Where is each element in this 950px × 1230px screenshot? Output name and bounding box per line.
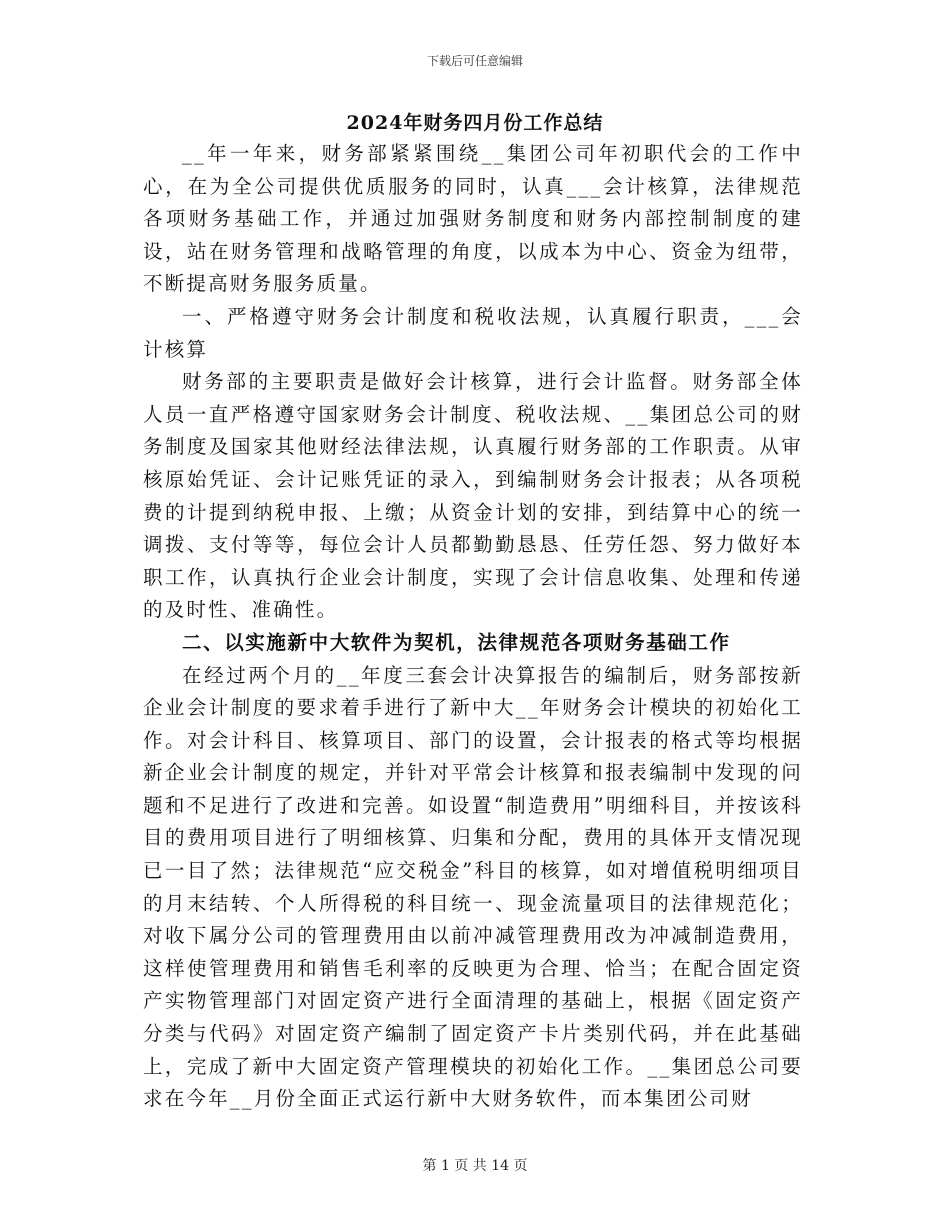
document-title: 2024年财务四月份工作总结 (346, 112, 604, 134)
paragraph-intro: __年一年来，财务部紧紧围绕__集团公司年初职代会的工作中心，在为全公司提供优质服务的同时，认真___会计核算，法律规范各项财务基础工作，并通过加强财务制度和财务内部控制制度的建设，站在财务管理和战略管理的角度，以成本为中心、资金为纽带，不断提高财务服务质量。 (143, 142, 803, 296)
section-heading-2: 二、以实施新中大软件为契机，法律规范各项财务基础工作 (182, 630, 731, 654)
header-note: 下载后可任意编辑 (426, 54, 523, 68)
paragraph-section-2: 在经过两个月的__年度三套会计决算报告的编制后，财务部按新企业会计制度的要求着手进行了新中大__年财务会计模块的初始化工作。对会计科目、核算项目、部门的设置，会计报表的格式等均根据新企业会计制度的规定，并针对平常会计核算和报表编制中发现的问题和不足进行了改进和完善。如设置“制造费用”明细科目，并按该科目的费用项目进行了明细核算、归集和分配，费用的具体开支情况现已一目了然；法律规范“应交税金”科目的核算，如对增值税明细项目的月末结转、个人所得税的科目统一、现金流量项目的法律规范化；对收下属分公司的管理费用由以前冲减管理费用改为冲减制造费用，这样使管理费用和销售毛利率的反映更为合理、恰当；在配合固定资产实物管理部门对固定资产进行全面清理的基础上，根据《固定资产分类与代码》对固定资产编制了固定资产卡片类别代码，并在此基础上，完成了新中大固定资产管理模块的初始化工作。__集团总公司要求在今年__月份全面正式运行新中大财务软件，而本集团公司财 (143, 663, 803, 1111)
paragraph-section-1: 财务部的主要职责是做好会计核算，进行会计监督。财务部全体人员一直严格遵守国家财务会计制度、税收法规、__集团总公司的财务制度及国家其他财经法律法规，认真履行财务部的工作职责。从审核原始凭证、会计记账凭证的录入，到编制财务会计报表；从各项税费的计提到纳税申报、上缴；从资金计划的安排，到结算中心的统一调拨、支付等等，每位会计人员都勤勤恳恳、任劳任怨、努力做好本职工作，认真执行企业会计制度，实现了会计信息收集、处理和传递的及时性、准确性。 (143, 370, 803, 622)
document-body (143, 138, 803, 1116)
page-number-footer: 第 1 页 共 14 页 (422, 1158, 528, 1174)
section-heading-1: 一、严格遵守财务会计制度和税收法规，认真履行职责，___会计核算 (143, 304, 803, 361)
